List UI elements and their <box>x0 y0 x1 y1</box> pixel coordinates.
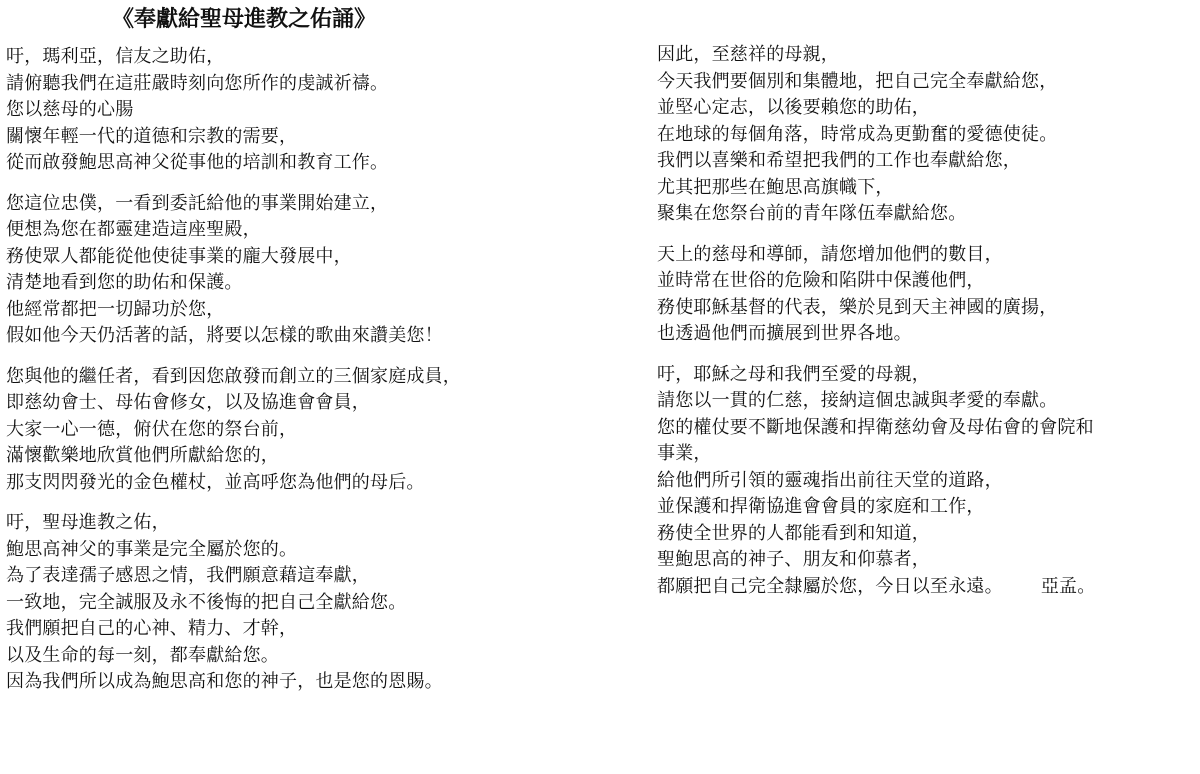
prayer-line: 滿懷歡樂地欣賞他們所獻給您的， <box>6 445 279 466</box>
amen-closing: 亞孟。 <box>1040 575 1096 597</box>
prayer-line: 務使耶穌基督的代表，樂於見到天主神國的廣揚， <box>657 296 1058 318</box>
prayer-line: 您的權仗要不斷地保護和捍衛慈幼會及母佑會的會院和 <box>657 416 1094 438</box>
prayer-line: 假如他今天仍活著的話，將要以怎樣的歌曲來讚美您！ <box>6 325 443 346</box>
prayer-line: 請您以一貫的仁慈，接納這個忠誠與孝愛的奉獻。 <box>657 390 1058 411</box>
right-column <box>657 42 1197 614</box>
stanza <box>6 191 596 350</box>
prayer-line: 便想為您在都靈建造這座聖殿， <box>6 219 261 240</box>
prayer-line: 請俯聽我們在這莊嚴時刻向您所作的虔誠祈禱。 <box>6 72 389 94</box>
prayer-line: 今天我們要個別和集體地，把自己完全奉獻給您， <box>657 70 1058 92</box>
prayer-line: 一致地，完全誠服及永不後悔的把自己全獻給您。 <box>6 591 407 613</box>
stanza <box>657 242 1197 348</box>
prayer-line: 您與他的繼任者，看到因您啟發而創立的三個家庭成員， <box>6 365 461 387</box>
prayer-line: 他經常都把一切歸功於您， <box>6 298 225 320</box>
prayer-line: 大家一心一德，俯伏在您的祭台前， <box>6 418 298 440</box>
prayer-line: 我們以喜樂和希望把我們的工作也奉獻給您， <box>657 150 1021 171</box>
prayer-line: 吁，耶穌之母和我們至愛的母親， <box>657 363 930 385</box>
prayer-line: 並堅心定志，以後要賴您的助佑， <box>657 97 930 118</box>
prayer-line: 因此，至慈祥的母親， <box>657 44 839 65</box>
prayer-line: 在地球的每個角落，時常成為更勤奮的愛德使徒。 <box>657 123 1058 145</box>
prayer-line-text: 都願把自己完全隸屬於您，今日以至永遠。 <box>657 575 1003 597</box>
prayer-line: 為了表達孺子感恩之情，我們願意藉這奉獻， <box>6 565 370 586</box>
prayer-line: 清楚地看到您的助佑和保護。 <box>6 272 243 293</box>
stanza <box>6 510 596 696</box>
left-column <box>6 44 596 710</box>
prayer-line: 事業， <box>657 443 712 464</box>
prayer-line: 吁，聖母進教之佑， <box>6 512 170 533</box>
stanza <box>657 362 1197 601</box>
prayer-line: 即慈幼會士、母佑會修女，以及協進會會員， <box>6 392 370 413</box>
prayer-line: 也透過他們而擴展到世界各地。 <box>657 323 912 344</box>
prayer-line: 那支閃閃發光的金色權杖，並高呼您為他們的母后。 <box>6 471 425 493</box>
prayer-line: 鮑思高神父的事業是完全屬於您的。 <box>6 538 298 560</box>
prayer-line: 聚集在您祭台前的青年隊伍奉獻給您。 <box>657 203 967 224</box>
prayer-line: 天上的慈母和導師，請您增加他們的數目， <box>657 243 1003 265</box>
stanza <box>6 364 596 497</box>
page-title: 《奉獻給聖母進教之佑誦》 <box>112 6 377 32</box>
prayer-line: 吁，瑪利亞，信友之助佑， <box>6 46 225 67</box>
prayer-line: 我們願把自己的心神、精力、才幹， <box>6 618 298 639</box>
stanza <box>6 44 596 177</box>
prayer-line: 因為我們所以成為鮑思高和您的神子，也是您的恩賜。 <box>6 671 443 692</box>
final-prayer-line <box>657 574 1197 601</box>
prayer-line: 並保護和捍衛協進會會員的家庭和工作， <box>657 496 985 517</box>
stanza <box>657 42 1197 228</box>
prayer-line: 以及生命的每一刻，都奉獻給您。 <box>6 644 279 666</box>
prayer-line: 給他們所引領的靈魂指出前往天堂的道路， <box>657 469 1003 491</box>
prayer-line: 務使全世界的人都能看到和知道， <box>657 522 930 544</box>
prayer-line: 務使眾人都能從他使徒事業的龐大發展中， <box>6 245 352 267</box>
prayer-line: 尤其把那些在鮑思高旗幟下， <box>657 176 894 198</box>
prayer-line: 您這位忠僕，一看到委託給他的事業開始建立， <box>6 192 389 214</box>
prayer-line: 聖鮑思高的神子、朋友和仰慕者， <box>657 549 930 570</box>
prayer-line: 您以慈母的心腸 <box>6 99 134 120</box>
prayer-line: 並時常在世俗的危險和陷阱中保護他們， <box>657 270 985 291</box>
prayer-line: 從而啟發鮑思高神父從事他的培訓和教育工作。 <box>6 152 389 173</box>
prayer-line: 關懷年輕一代的道德和宗教的需要， <box>6 125 298 147</box>
